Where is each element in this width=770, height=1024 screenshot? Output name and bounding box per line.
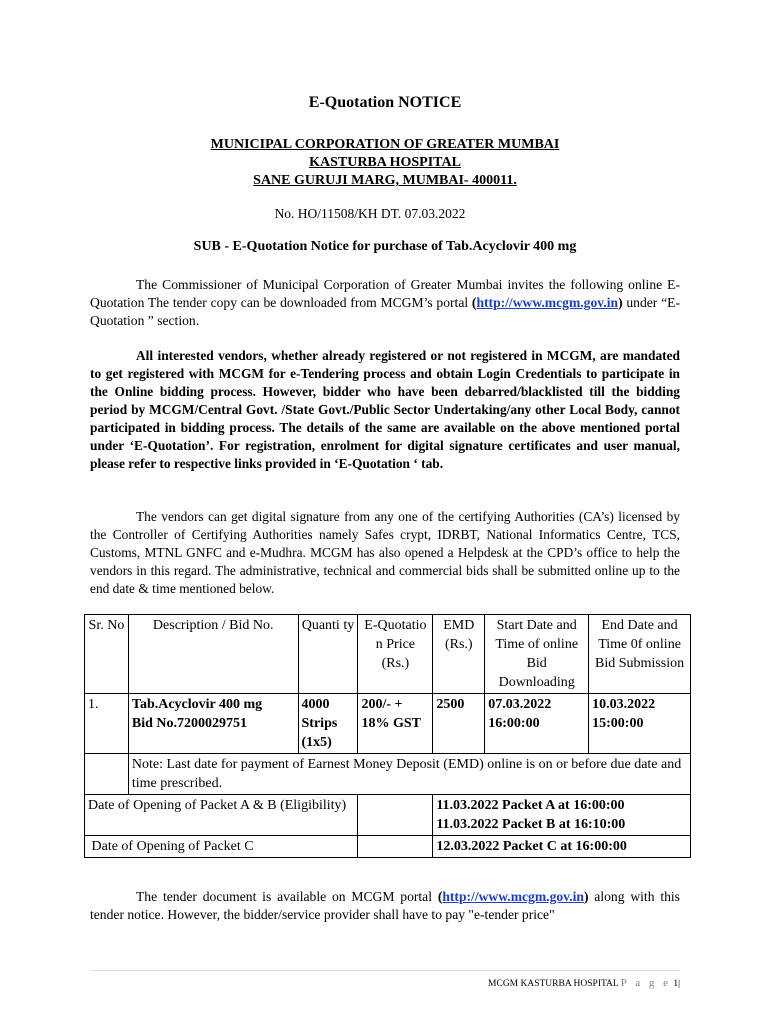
org-line-3: SANE GURUJI MARG, MUMBAI- 400011. [253, 173, 517, 188]
intro-text-end: under “E-Quotation ” section. [90, 295, 680, 328]
opening-c-row [85, 836, 691, 858]
header-quantity: Quanti ty [298, 615, 358, 694]
row-quantity: 4000 Strips (1x5) [298, 694, 358, 754]
header-end-date: End Date and Time 0f online Bid Submission [589, 615, 691, 694]
table-row [85, 694, 691, 754]
intro-text: The Commissioner of Municipal Corporation of Greater Mumbai invites the following online E-Quotation The tender copy can be downloaded from MCGM’s portal [90, 277, 680, 310]
notice-title: E-Quotation NOTICE [308, 94, 462, 111]
tender-text-end: along with this tender notice. However, the bidder/service provider shall have to pay "e-tender price" [90, 889, 680, 922]
paren-open: ( [471, 295, 477, 310]
opening-packet-a: 11.03.2022 Packet A at 16:00:00 [436, 798, 625, 813]
intro-paragraph [90, 276, 680, 330]
opening-ab-label: Date of Opening of Packet A & B (Eligibility) [85, 795, 358, 836]
header-sr-no: Sr. No [85, 615, 129, 694]
item-name: Tab.Acyclovir 400 mg [131, 697, 263, 712]
row-end-date: 10.03.2022 15:00:00 [589, 694, 691, 754]
row-sr-no: 1. [85, 694, 129, 754]
header-description: Description / Bid No. [128, 615, 298, 694]
organization-header [0, 136, 770, 190]
note-row [85, 754, 691, 795]
org-line-2: KASTURBA HOSPITAL [309, 155, 461, 170]
footer-org: MCGM KASTURBA HOSPITAL [488, 979, 621, 989]
row-emd: 2500 [433, 694, 485, 754]
row-price: 200/- + 18% GST [358, 694, 433, 754]
opening-packet-c: 12.03.2022 Packet C at 16:00:00 [433, 836, 691, 858]
footer-divider [90, 970, 680, 971]
portal-link-2[interactable]: http://www.mcgm.gov.in [442, 889, 584, 904]
portal-link-wrapper-2 [438, 889, 589, 904]
header-price: E-Quotatio n Price (Rs.) [358, 615, 433, 694]
opening-c-spacer [358, 836, 433, 858]
org-line-1: MUNICIPAL CORPORATION OF GREATER MUMBAI [210, 137, 560, 152]
opening-packet-b: 11.03.2022 Packet B at 16:10:00 [436, 817, 626, 832]
digital-signature-paragraph: The vendors can get digital signature from any one of the certifying Authorities (CA’s) licensed by the Controller of Certifying Authorities namely Safes crypt, IDRBT, National Informatics Centre, TCS, Customs, MTNL GNFC and e-Mudhra. MCGM has also opened a Helpdesk at the CPD’s office to help the vendors in this regard. The administrative, technical and commercial bids shall be submitted online up to the end date & time mentioned below. [90, 509, 680, 596]
emd-note: Note: Last date for payment of Earnest Money Deposit (EMD) online is on or before due date and time prescribed. [128, 754, 690, 795]
row-description [128, 694, 298, 754]
portal-link[interactable]: http://www.mcgm.gov.in [476, 295, 619, 310]
header-start-date: Start Date and Time of online Bid Downloading [485, 615, 589, 694]
table-header-row [85, 615, 691, 694]
portal-link-wrapper [472, 295, 623, 310]
tender-document-paragraph [90, 888, 680, 924]
tender-text: The tender document is available on MCGM portal [136, 889, 438, 904]
page-footer [488, 977, 680, 989]
opening-c-label: Date of Opening of Packet C [85, 836, 358, 858]
footer-page-label: P a g e [620, 977, 671, 989]
note-spacer [85, 754, 129, 795]
bid-number: Bid No.7200029751 [131, 716, 248, 731]
subject-line: SUB - E-Quotation Notice for purchase of Tab.Acyclovir 400 mg [193, 239, 577, 254]
registration-paragraph: All interested vendors, whether already registered or not registered in MCGM, are mandated to get registered with MCGM for e-Tendering process and obtain Login Credentials to participate in the Online bidding process. However, bidder who have been debarred/blacklisted till the bidding period by MCGM/Central Govt. /State Govt./Public Sector Undertaking/any other Local Body, cannot participated in bidding process. The details of the same are available on the above mentioned portal under ‘E-Quotation’. For registration, enrolment for digital signature certificates and user manual, please refer to respective links provided in ‘E-Quotation ‘ tab. [90, 348, 680, 471]
reference-number: No. HO/11508/KH DT. 07.03.2022 [274, 206, 466, 221]
paren-close-2: ) [583, 889, 589, 904]
opening-ab-dates [433, 795, 691, 836]
header-emd: EMD (Rs.) [433, 615, 485, 694]
paren-open-2: ( [437, 889, 443, 904]
paren-close: ) [618, 295, 623, 310]
opening-ab-spacer [358, 795, 433, 836]
bid-schedule-table [84, 614, 691, 858]
opening-ab-row [85, 795, 691, 836]
row-start-date: 07.03.2022 16:00:00 [485, 694, 589, 754]
footer-page-number: 1| [670, 979, 680, 989]
